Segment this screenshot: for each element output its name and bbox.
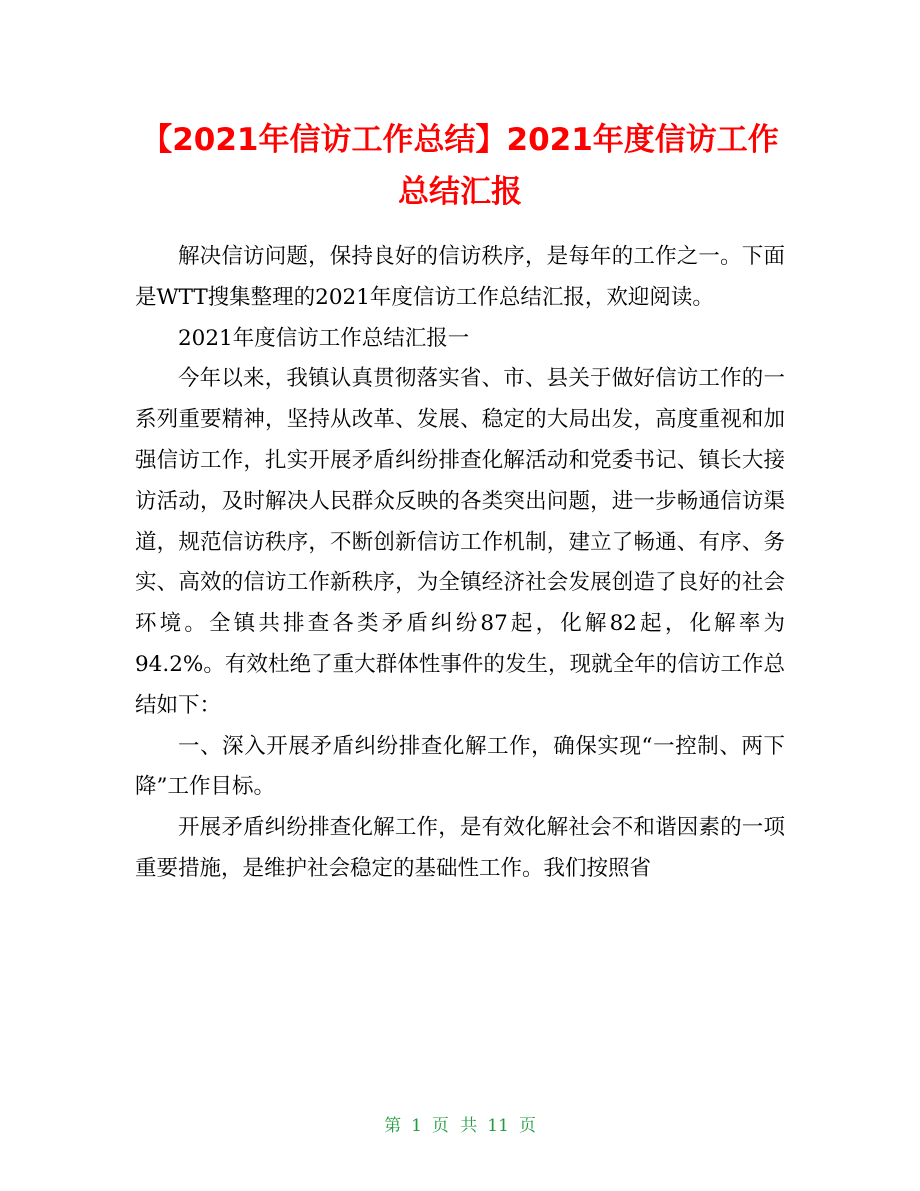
paragraph-intro: 解决信访问题，保持良好的信访秩序，是每年的工作之一。下面是WTT搜集整理的2021年度信访工作总结汇报，欢迎阅读。 (135, 244, 785, 310)
footer-current-page: 1 (411, 1116, 422, 1136)
paragraph-point-one: 一、深入开展矛盾纠纷排查化解工作，确保实现“一控制、两下降”工作目标。 (135, 733, 785, 800)
footer-middle: 页 共 (431, 1116, 478, 1136)
document-title-line-2: 总结汇报 (398, 174, 522, 210)
document-title-line-1: 【2021年信访工作总结】2021年度信访工作 (141, 122, 779, 158)
page-number-footer (0, 1112, 920, 1140)
paragraph-point-one-detail: 开展矛盾纠纷排查化解工作，是有效化解社会不和谐因素的一项重要措施，是维护社会稳定的基础性工作。我们按照省 (135, 815, 785, 881)
paragraph-summary: 今年以来，我镇认真贯彻落实省、市、县关于做好信访工作的一系列重要精神，坚持从改革、发展、稳定的大局出发，高度重视和加强信访工作，扎实开展矛盾纠纷排查化解活动和党委书记、镇长大接访活动，及时解决人民群众反映的各类突出问题，进一步畅通信访渠道，规范信访秩序，不断创新信访工作机制，建立了畅通、有序、务实、高效的信访工作新秩序，为全镇经济社会发展创造了良好的社会环境。全镇共排查各类矛盾纠纷87起，化解82起，化解率为94.2%。有效杜绝了重大群体性事件的发生，现就全年的信访工作总结如下： (135, 366, 785, 718)
footer-suffix: 页 (518, 1116, 536, 1136)
footer-prefix: 第 (384, 1116, 402, 1136)
document-body (135, 237, 785, 890)
footer-total-pages: 11 (487, 1116, 509, 1136)
paragraph-section-heading: 2021年度信访工作总结汇报一 (178, 325, 470, 351)
